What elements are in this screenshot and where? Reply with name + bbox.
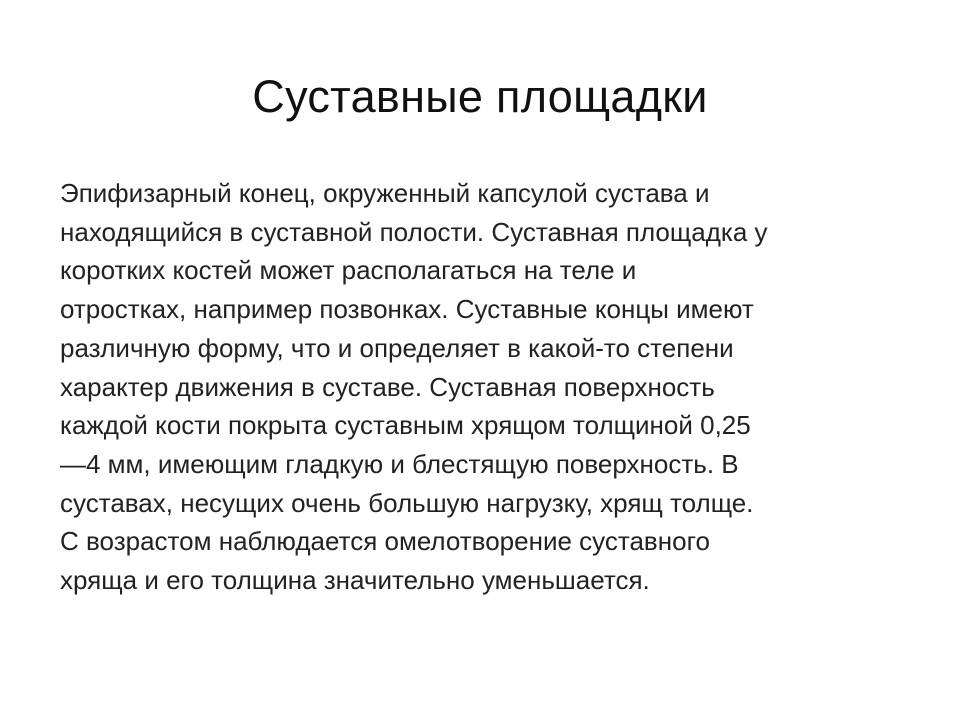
slide-body-text	[60, 174, 910, 600]
body-line: Эпифизарный конец, окруженный капсулой сустава и	[60, 178, 710, 208]
body-line: различную форму, что и определяет в какой-то степени	[60, 332, 734, 363]
body-line: хряща и его толщина значительно уменьшается.	[60, 565, 650, 596]
body-line: характер движения в суставе. Суставная поверхность	[60, 371, 715, 402]
body-line: С возрастом наблюдается омелотворение суставного	[60, 526, 710, 557]
body-line: отростках, например позвонках. Суставные концы имеют	[60, 294, 754, 325]
body-line: находящийся в суставной полости. Суставная площадка у	[60, 216, 768, 247]
body-line: —4 мм, имеющим гладкую и блестящую поверхность. В	[60, 448, 739, 479]
slide-title: Суставные площадки	[252, 71, 708, 122]
body-line: каждой кости покрыта суставным хрящом толщиной 0,25	[60, 410, 751, 441]
body-line: коротких костей может располагаться на теле и	[60, 255, 637, 286]
body-line: суставах, несущих очень большую нагрузку, хрящ толще.	[60, 487, 754, 518]
